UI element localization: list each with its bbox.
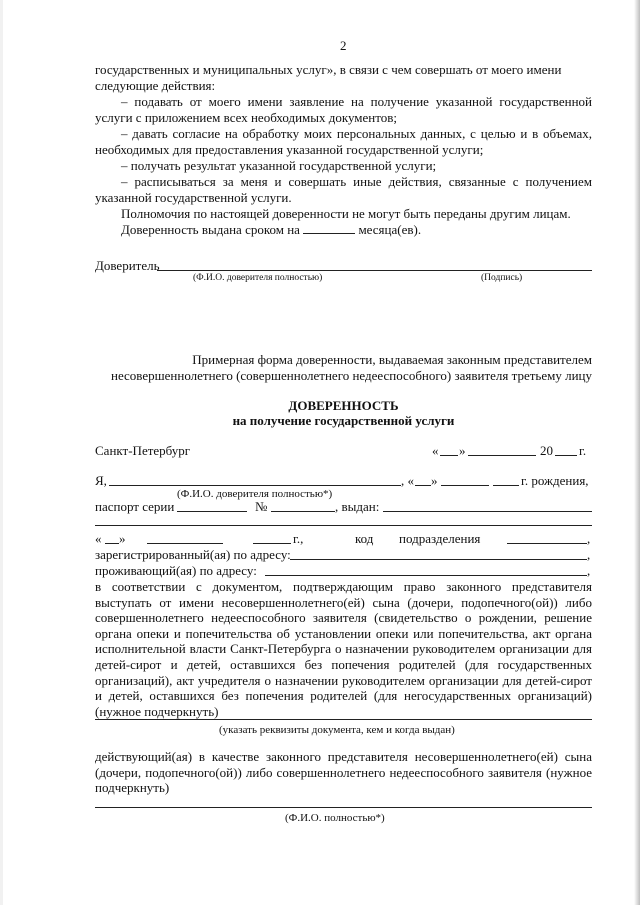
- issue-day-blank: [105, 532, 119, 544]
- division-code-blank: [507, 532, 587, 544]
- date-open-quote: «: [432, 443, 439, 458]
- form-header-line-2: несовершеннолетнего (совершеннолетнего недееспособного) заявителя третьему лицу: [110, 368, 592, 383]
- date-close-quote: »: [459, 443, 466, 458]
- issue-open-quote: «: [95, 531, 102, 546]
- term-line: [95, 222, 592, 238]
- person-close-quote: »: [431, 473, 438, 488]
- document-subtitle: на получение государственной услуги: [232, 413, 455, 428]
- issue-month-blank: [147, 532, 223, 544]
- no-transfer-text: Полномочия по настоящей доверенности не могут быть переданы другим лицам.: [121, 206, 571, 221]
- passport-issued-blank: [383, 500, 592, 512]
- date-year-blank: [555, 444, 577, 456]
- birth-label: г. рождения,: [521, 473, 589, 488]
- issue-year-suffix: г.,: [293, 531, 304, 546]
- person-ya: Я,: [95, 473, 107, 488]
- date-month-blank: [468, 444, 536, 456]
- signature-fio-caption: (Ф.И.О. доверителя полностью): [193, 273, 323, 283]
- person-fio-blank: [109, 474, 401, 486]
- acting-text: действующий(ая) в качестве законного представителя несовершеннолетнего(ей) сына (дочери, подопечного(ой)) либо совершеннолетнего недееспособного заявителя (нужное подчеркнуть): [95, 749, 592, 796]
- place-name: Санкт-Петербург: [95, 443, 191, 458]
- form-header-line-1: Примерная форма доверенности, выдаваемая законным представителем: [192, 352, 592, 367]
- place-date-row: [95, 443, 592, 459]
- intro-line-1: государственных и муниципальных услуг», в связи с чем совершать от моего имени: [95, 62, 562, 77]
- birth-year-blank: [493, 474, 519, 486]
- signature-label: Доверитель: [95, 258, 160, 273]
- term-blank: [303, 222, 355, 234]
- birth-month-blank: [441, 474, 489, 486]
- issue-close-quote: »: [119, 531, 126, 546]
- intro-line-2: следующие действия:: [95, 78, 216, 93]
- date-day-blank: [440, 444, 458, 456]
- powers-item-4: – расписываться за меня и совершать иные действия, связанные с получением указанной государственной услуги.: [95, 174, 592, 205]
- passport-series-label: паспорт серии: [95, 499, 175, 514]
- issued-continuation-line: [95, 525, 592, 526]
- doc-details-caption: (указать реквизиты документа, кем и когда выдан): [219, 724, 455, 736]
- division-comma: ,: [587, 531, 591, 546]
- registered-comma: ,: [587, 547, 591, 562]
- living-address-blank: [265, 564, 587, 576]
- doc-details-line: [95, 719, 592, 720]
- person-comma-quote: , «: [401, 473, 414, 488]
- issue-year-blank: [253, 532, 291, 544]
- signature-sign-caption: (Подпись): [481, 273, 523, 283]
- date-year-suffix: г.: [579, 443, 587, 458]
- registered-row: [95, 547, 592, 563]
- passport-series-blank: [177, 500, 247, 512]
- person-fio-caption: (Ф.И.О. доверителя полностью*): [177, 488, 333, 500]
- living-row: [95, 563, 592, 579]
- passport-number-blank: [271, 500, 335, 512]
- passport-row: [95, 499, 592, 515]
- living-label: проживающий(ая) по адресу:: [95, 563, 257, 578]
- division-label: подразделения: [399, 531, 481, 546]
- powers-item-2: – давать согласие на обработку моих персональных данных, с целью и в объемах, необходимых для предоставления указанной государственной услуги;: [95, 126, 592, 157]
- scan-left-edge: [0, 0, 3, 905]
- date-year-prefix: 20: [540, 443, 553, 458]
- powers-item-1: – подавать от моего имени заявление на получение указанной государственной услуги с приложением всех необходимых документов;: [95, 94, 592, 125]
- fio-full-line: [95, 807, 592, 808]
- person-row: [95, 473, 592, 489]
- passport-issued-label: , выдан:: [335, 499, 380, 514]
- term-prefix: Доверенность выдана сроком на: [121, 222, 300, 237]
- powers-item-3: – получать результат указанной государственной услуги;: [121, 158, 437, 173]
- term-suffix: месяца(ев).: [358, 222, 422, 237]
- page-number: 2: [340, 38, 347, 53]
- scan-right-edge: [634, 0, 640, 905]
- document-title: ДОВЕРЕННОСТЬ: [288, 398, 399, 413]
- passport-number-label: №: [255, 499, 268, 514]
- legal-basis-text: в соответствии с документом, подтверждающим право законного представителя выступать от имени несовершеннолетнего(ей) сына (дочери, подопечного(ой)) либо совершеннолетнего недееспособного заявителя (свидетельство о рождении, решение органа опеки и попечительства об установлении опеки или попечительства, акт органа исполнительной власти Санкт-Петербурга о назначении руководителем организации для детей-сирот и детей, оставшихся без попечения родителей (для государственных организаций), акт учредителя о назначении руководителем организации для детей-сирот и детей, оставшихся без попечения родителей (для негосударственных организаций) (нужное подчеркнуть): [95, 579, 592, 719]
- fio-full-caption: (Ф.И.О. полностью*): [285, 812, 385, 824]
- issue-date-row: [95, 531, 592, 547]
- registered-address-blank: [290, 548, 587, 560]
- registered-label: зарегистрированный(ая) по адресу:: [95, 547, 291, 562]
- code-label: код: [355, 531, 374, 546]
- living-comma: ,: [587, 563, 591, 578]
- birth-day-blank: [415, 474, 431, 486]
